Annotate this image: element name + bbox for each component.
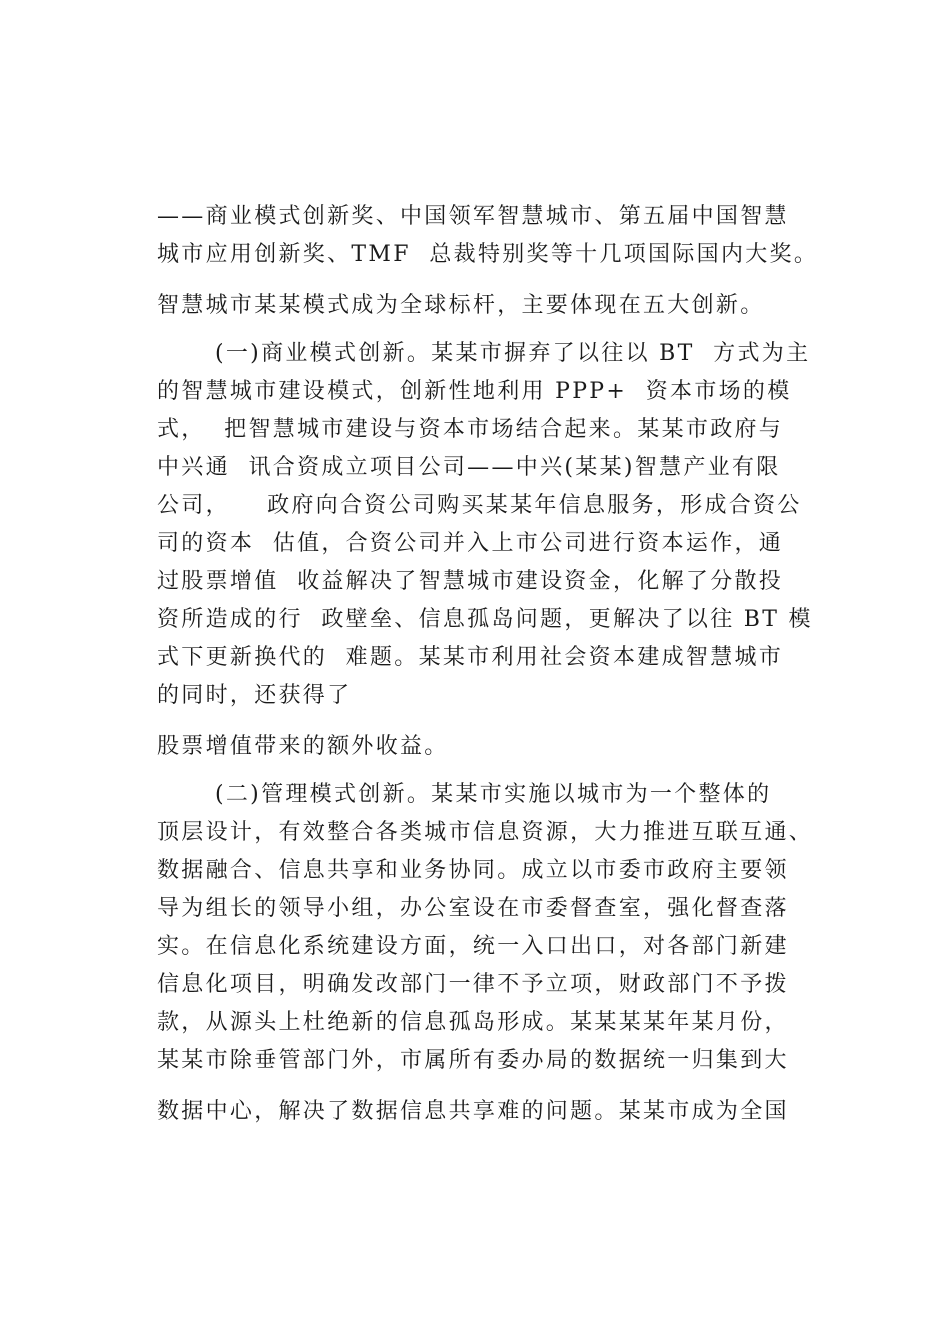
text-line: 司的资本 估值，合资公司并入上市公司进行资本运作，通: [157, 531, 784, 556]
text-line: 式， 把智慧城市建设与资本市场结合起来。某某市政府与: [157, 417, 784, 442]
text-line: 信息化项目，明确发改部门一律不予立项，财政部门不予拨: [157, 972, 789, 997]
text-line: 数据中心，解决了数据信息共享难的问题。某某市成为全国: [157, 1099, 789, 1124]
text-line: 公司， 政府向合资公司购买某某年信息服务，形成合资公: [157, 493, 802, 518]
text-line: 过股票增值 收益解决了智慧城市建设资金，化解了分散投: [157, 569, 784, 594]
text-line: 智慧城市某某模式成为全球标杆，主要体现在五大创新。: [157, 293, 765, 318]
text-line: 股票增值带来的额外收益。: [157, 734, 449, 759]
text-line: 的智慧城市建设模式，创新性地利用 PPP+ 资本市场的模: [157, 379, 792, 404]
text-line: 款，从源头上杜绝新的信息孤岛形成。某某某某年某月份，: [157, 1010, 789, 1035]
text-line: 城市应用创新奖、TMF 总裁特别奖等十几项国际国内大奖。: [157, 242, 819, 267]
text-line: 实。在信息化系统建设方面，统一入口出口，对各部门新建: [157, 934, 789, 959]
text-line: ——商业模式创新奖、中国领军智慧城市、第五届中国智慧: [157, 204, 789, 229]
text-line: 某某市除垂管部门外，市属所有委办局的数据统一归集到大: [157, 1048, 789, 1073]
text-line: 式下更新换代的 难题。某某市利用社会资本建成智慧城市: [157, 645, 784, 670]
paragraph-heading-1: (一)商业模式创新。某某市摒弃了以往以 BT 方式为主: [215, 341, 811, 366]
text-line: 的同时，还获得了: [157, 683, 352, 708]
paragraph-heading-2: (二)管理模式创新。某某市实施以城市为一个整体的: [215, 782, 772, 807]
text-line: 数据融合、信息共享和业务协同。成立以市委市政府主要领: [157, 858, 789, 883]
text-line: 资所造成的行 政壁垒、信息孤岛问题，更解决了以往 BT 模: [157, 607, 813, 632]
text-line: 中兴通 讯合资成立项目公司——中兴(某某)智慧产业有限: [157, 455, 781, 480]
text-line: 顶层设计，有效整合各类城市信息资源，大力推进互联互通、: [157, 820, 814, 845]
text-line: 导为组长的领导小组，办公室设在市委督查室，强化督查落: [157, 896, 789, 921]
